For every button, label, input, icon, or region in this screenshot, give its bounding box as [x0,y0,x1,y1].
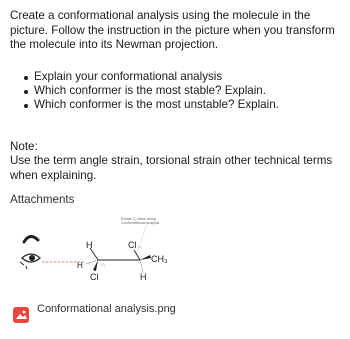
bond [134,250,140,260]
carbon-number-label: C₂ [101,262,106,267]
attachment-file-name[interactable]: Conformational analysis.png [37,303,176,315]
atom-label: H [77,261,83,270]
question-intro: Create a conformational analysis using the molecule in the picture. Follow the instruction in the picture when you transform the molecule into its Newman projection. [10,9,335,52]
molecule-drawing [18,210,204,294]
hashed-bond [140,260,143,272]
attachments-heading: Attachments [10,193,75,206]
atom-label: H [140,272,147,282]
image-file-icon[interactable] [13,307,29,323]
hashed-bond [86,260,98,264]
question-bullet-list [24,70,342,113]
atom-label: Cl [90,272,99,282]
atom-label: H [86,240,93,250]
attachment-image-thumbnail[interactable] [18,210,204,294]
note-text: Use the term angle strain, torsional strain other technical terms when explaining. [10,154,333,182]
list-item: Explain your conformational analysis [24,70,342,84]
instruction-caption-line-1: Rotate C₁ when doing [121,217,156,221]
pointer-line [140,226,146,245]
eye-icon [20,236,40,269]
atom-label: Cl [128,240,137,250]
note-label: Note: [10,140,38,153]
list-item: Which conformer is the most unstable? Explain. [24,98,342,112]
atom-label: CH₃ [151,254,168,264]
wedge-bond [140,255,151,260]
carbon-number-label: C₁ [138,244,143,249]
list-item: Which conformer is the most stable? Explain. [24,84,342,98]
instruction-caption-line-2: Conformational analysis [121,221,160,225]
